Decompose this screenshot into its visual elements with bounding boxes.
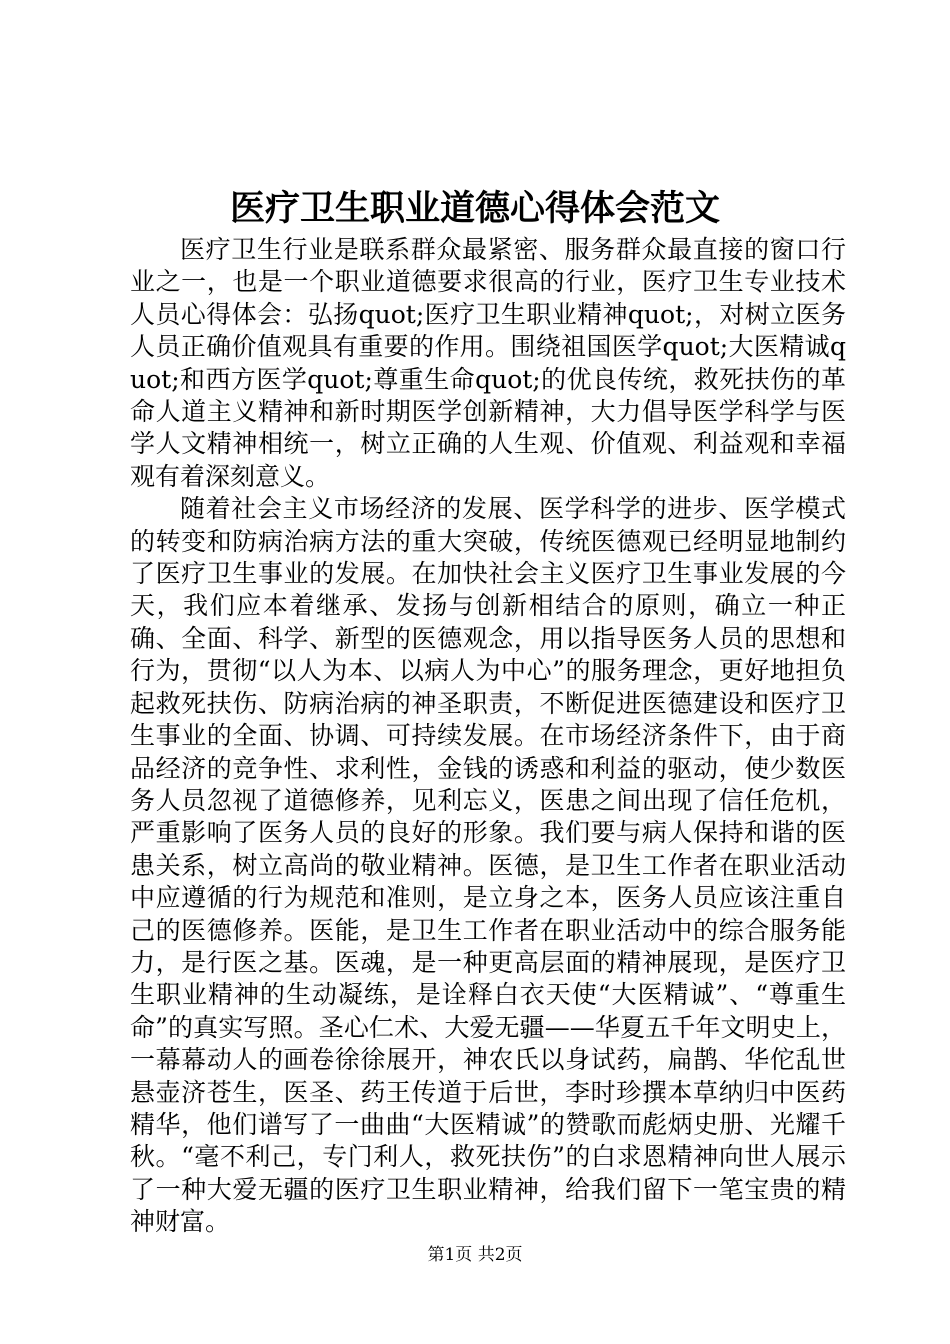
paragraph: 医疗卫生行业是联系群众最紧密、服务群众最直接的窗口行业之一，也是一个职业道德要求很高的行业，医疗卫生专业技术人员心得体会：弘扬quot;医疗卫生职业精神quot;，对树立医务人员正确价值观具有重要的作用。围绕祖国医学quot;大医精诚quot;和西方医学quot;尊重生命quot;的优良传统，救死扶伤的革命人道主义精神和新时期医学创新精神，大力倡导医学科学与医学人文精神相统一，树立正确的人生观、价值观、利益观和幸福观有着深刻意义。 [130, 235, 846, 491]
paragraph: 随着社会主义市场经济的发展、医学科学的进步、医学模式的转变和防病治病方法的重大突破，传统医德观已经明显地制约了医疗卫生事业的发展。在加快社会主义医疗卫生事业发展的今天，我们应本着继承、发扬与创新相结合的原则，确立一种正确、全面、科学、新型的医德观念，用以指导医务人员的思想和行为，贯彻“以人为本、以病人为中心”的服务理念，更好地担负起救死扶伤、防病治病的神圣职责，不断促进医德建设和医疗卫生事业的全面、协调、可持续发展。在市场经济条件下，由于商品经济的竞争性、求利性，金钱的诱惑和利益的驱动，使少数医务人员忽视了道德修养，见利忘义，医患之间出现了信任危机，严重影响了医务人员的良好的形象。我们要与病人保持和谐的医患关系，树立高尚的敬业精神。医德，是卫生工作者在职业活动中应遵循的行为规范和准则，是立身之本，医务人员应该注重自己的医德修养。医能，是卫生工作者在职业活动中的综合服务能力，是行医之基。医魂，是一种更高层面的精神展现，是医疗卫生职业精神的生动凝练，是诠释白衣天使“大医精诚”、“尊重生命”的真实写照。圣心仁术、大爱无疆——华夏五千年文明史上，一幕幕动人的画卷徐徐展开，神农氏以身试药，扁鹊、华佗乱世悬壶济苍生，医圣、药王传道于后世，李时珍撰本草纳归中医药精华，他们谱写了一曲曲“大医精诚”的赞歌而彪炳史册、光耀千秋。“毫不利己，专门利人，救死扶伤”的白求恩精神向世人展示了一种大爱无疆的医疗卫生职业精神，给我们留下一笔宝贵的精神财富。 [130, 494, 846, 1237]
document-body [130, 234, 846, 1239]
page-number-footer: 第1页 共2页 [427, 1245, 523, 1265]
document-title: 医疗卫生职业道德心得体会范文 [229, 188, 720, 229]
